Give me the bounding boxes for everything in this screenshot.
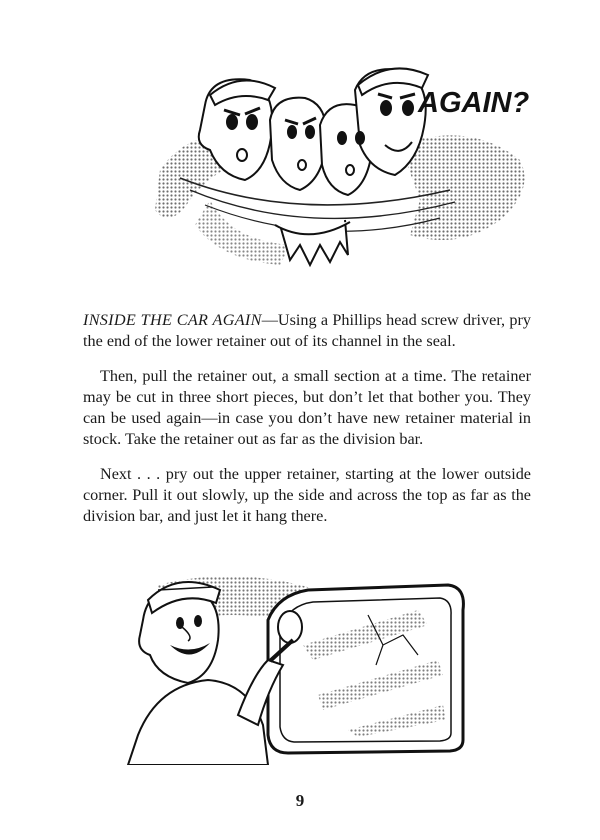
spinning-heads-illustration: [150, 50, 540, 290]
mechanic-window-illustration: [118, 565, 478, 765]
page-number: 9: [295, 791, 305, 810]
body-text: [83, 310, 531, 541]
paragraph-2: Then, pull the retainer out, a small section at a time. The retainer may be cut in three short pieces, but don’t let that bother you. They can be used again—in case you don’t have new retainer material in stock. Take the retainer out as far as the division bar.: [83, 366, 531, 449]
paragraph-1-text: —Using a Phillips head screw driver, pry the end of the lower retainer out of its channel in the seal.: [83, 311, 531, 351]
paragraph-1: [83, 310, 531, 353]
section-lead-heading: INSIDE THE CAR AGAIN: [83, 311, 262, 329]
again-caption: AGAIN?: [418, 87, 530, 119]
paragraph-3: Next . . . pry out the upper retainer, starting at the lower outside corner. Pull it out slowly, up the side and across the top as far as the division bar, and just let it hang there.: [83, 464, 531, 526]
